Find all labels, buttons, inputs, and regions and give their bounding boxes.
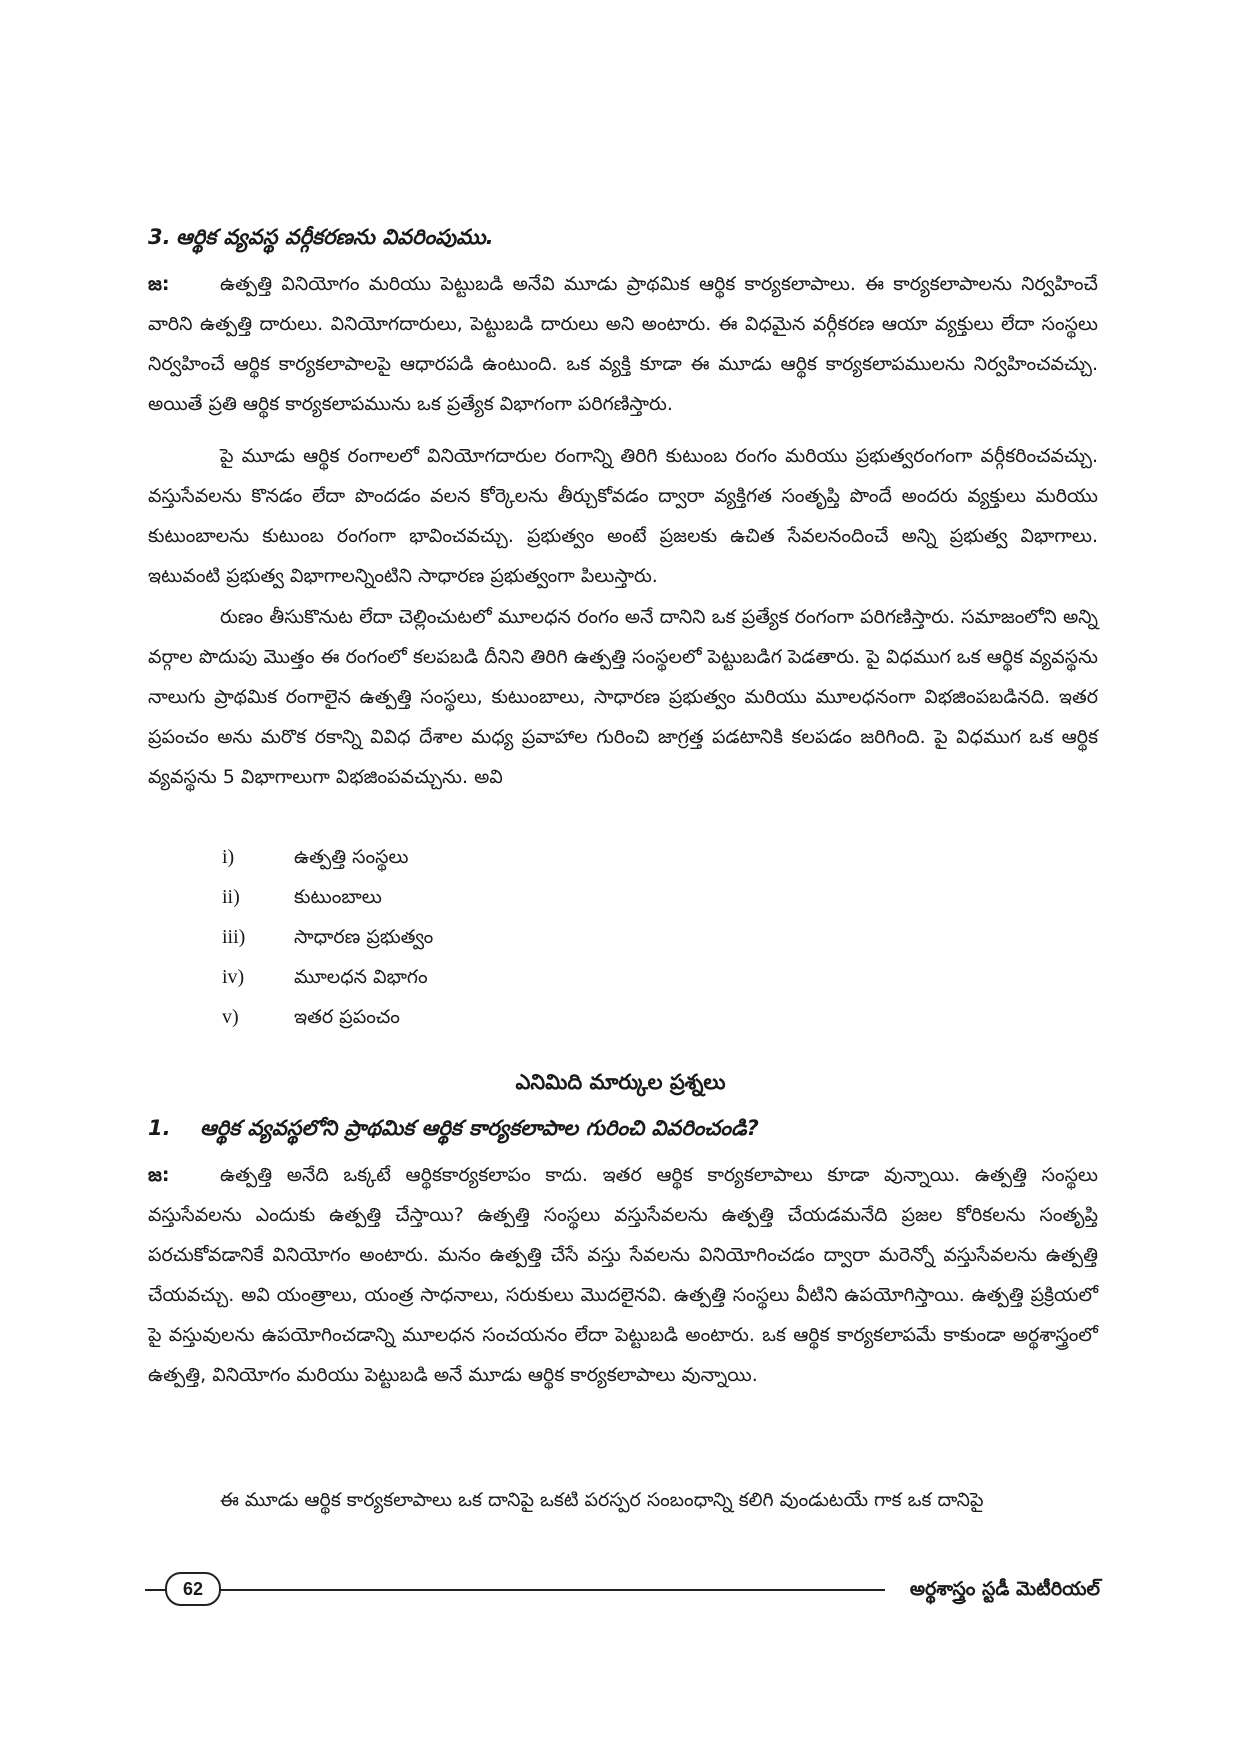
question-text: ఆర్థిక వ్యవస్థ వర్గీకరణను వివరింపుము. bbox=[176, 225, 494, 249]
answer-label: జ: bbox=[148, 1164, 170, 1186]
question-1-answer-paragraph-1 bbox=[148, 1155, 1098, 1395]
list-item-number: iii) bbox=[222, 926, 246, 948]
paragraph-text: ఉత్పత్తి అనేది ఒక్కటే ఆర్థికకార్యకలాపం కాదు. ఇతర ఆర్థిక కార్యకలాపాలు కూడా వున్నాయి. ఉత్పత్తి సంస్థలు వస్తుసేవలను ఎందుకు ఉత్పత్తి చేస్తాయి? ఉత్పత్తి సంస్థలు వస్తుసేవలను ఉత్పత్తి చేయడమనేది ప్రజల కోరికలను సంతృప్తి పరచుకోవడానికే వినియోగం అంటారు. మనం ఉత్పత్తి చేసే వస్తు సేవలను వినియోగించడం ద్వారా మరెన్నో వస్తుసేవలను ఉత్పత్తి చేయవచ్చు. అవి యంత్రాలు, యంత్ర సాధనాలు, సరుకులు మొదలైనవి. ఉత్పత్తి సంస్థలు వీటిని ఉపయోగిస్తాయి. ఉత్పత్తి ప్రక్రియలో పై వస్తువులను ఉపయోగించడాన్ని మూలధన సంచయనం లేదా పెట్టుబడి అంటారు. ఒక ఆర్థిక కార్యకలాపమే కాకుండా అర్థశాస్త్రంలో ఉత్పత్తి, వినియోగం మరియు పెట్టుబడి అనే మూడు ఆర్థిక కార్యకలాపాలు వున్నాయి. bbox=[148, 1164, 1098, 1386]
book-title: అర్థశాస్త్రం స్టడీ మెటీరియల్ bbox=[909, 1578, 1100, 1600]
paragraph-text: ఉత్పత్తి వినియోగం మరియు పెట్టుబడి అనేవి మూడు ప్రాథమిక ఆర్థిక కార్యకలాపాలు. ఈ కార్యకలాపాలను నిర్వహించే వారిని ఉత్పత్తి దారులు. వినియోగదారులు, పెట్టుబడి దారులు అని అంటారు. ఈ విధమైన వర్గీకరణ ఆయా వ్యక్తులు లేదా సంస్థలు నిర్వహించే ఆర్థిక కార్యకలాపాలపై ఆధారపడి ఉంటుంది. ఒక వ్యక్తి కూడా ఈ మూడు ఆర్థిక కార్యకలాపములను నిర్వహించవచ్చు. అయితే ప్రతి ఆర్థిక కార్యకలాపమును ఒక ప్రత్యేక విభాగంగా పరిగణిస్తారు. bbox=[148, 273, 1098, 415]
page-number: 62 bbox=[165, 1572, 221, 1606]
sector-list bbox=[222, 837, 433, 1037]
footer-rule bbox=[145, 1589, 885, 1591]
question-number: 1. bbox=[148, 1116, 171, 1140]
list-item-number: i) bbox=[222, 846, 235, 868]
list-item-text: మూలధన విభాగం bbox=[294, 966, 428, 988]
list-item bbox=[222, 957, 433, 997]
list-item-number: ii) bbox=[222, 886, 240, 908]
question-1-answer-paragraph-2: ఈ మూడు ఆర్థిక కార్యకలాపాలు ఒక దానిపై ఒకటి పరస్పర సంబంధాన్ని కలిగి వుండుటయే గాక ఒక దానిపై bbox=[220, 1489, 984, 1511]
list-item-text: ఉత్పత్తి సంస్థలు bbox=[294, 846, 409, 868]
list-item-number: v) bbox=[222, 1006, 239, 1028]
list-item-text: ఇతర ప్రపంచం bbox=[294, 1006, 400, 1028]
question-3-title bbox=[148, 222, 494, 252]
section-heading: ఎనిమిది మార్కుల ప్రశ్నలు bbox=[515, 1070, 726, 1094]
list-item bbox=[222, 877, 433, 917]
list-item bbox=[222, 837, 433, 877]
question-3-answer-paragraph-3: రుణం తీసుకొనుట లేదా చెల్లించుటలో మూలధన రంగం అనే దానిని ఒక ప్రత్యేక రంగంగా పరిగణిస్తారు. సమాజంలోని అన్ని వర్గాల పొదుపు మొత్తం ఈ రంగంలో కలపబడి దీనిని తిరిగి ఉత్పత్తి సంస్థలలో పెట్టుబడిగ పెడతారు. పై విధముగ ఒక ఆర్థిక వ్యవస్థను నాలుగు ప్రాథమిక రంగాలైన ఉత్పత్తి సంస్థలు, కుటుంబాలు, సాధారణ ప్రభుత్వం మరియు మూలధనంగా విభజింపబడినది. ఇతర ప్రపంచం అను మరొక రకాన్ని వివిధ దేశాల మధ్య ప్రవాహాల గురించి జాగ్రత్త పడటానికి కలపడం జరిగింది. పై విధముగ ఒక ఆర్థిక వ్యవస్థను 5 విభాగాలుగా విభజింపవచ్చును. అవి bbox=[148, 606, 1098, 788]
answer-label: జ: bbox=[148, 273, 170, 295]
list-item bbox=[222, 917, 433, 957]
question-3-answer-paragraph-1 bbox=[148, 264, 1098, 424]
page-footer bbox=[145, 1572, 1100, 1608]
list-item-text: సాధారణ ప్రభుత్వం bbox=[294, 926, 434, 948]
list-item bbox=[222, 997, 433, 1037]
question-3-answer-paragraph-2: పై మూడు ఆర్థిక రంగాలలో వినియోగదారుల రంగాన్ని తిరిగి కుటుంబ రంగం మరియు ప్రభుత్వరంగంగా వర్గీకరించవచ్చు. వస్తుసేవలను కొనడం లేదా పొందడం వలన కోర్కెలను తీర్చుకోవడం ద్వారా వ్యక్తిగత సంతృప్తి పొందే అందరు వ్యక్తులు మరియు కుటుంబాలను కుటుంబ రంగంగా భావించవచ్చు. ప్రభుత్వం అంటే ప్రజలకు ఉచిత సేవలనందించే అన్ని ప్రభుత్వ విభాగాలు. ఇటువంటి ప్రభుత్వ విభాగాలన్నింటిని సాధారణ ప్రభుత్వంగా పిలుస్తారు. bbox=[148, 445, 1098, 587]
question-number: 3. bbox=[148, 225, 171, 249]
question-1-title bbox=[148, 1113, 759, 1143]
list-item-text: కుటుంబాలు bbox=[294, 886, 382, 908]
list-item-number: iv) bbox=[222, 966, 245, 988]
question-text: ఆర్థిక వ్యవస్థలోని ప్రాథమిక ఆర్థిక కార్యకలాపాల గురించి వివరించండి? bbox=[200, 1116, 759, 1140]
